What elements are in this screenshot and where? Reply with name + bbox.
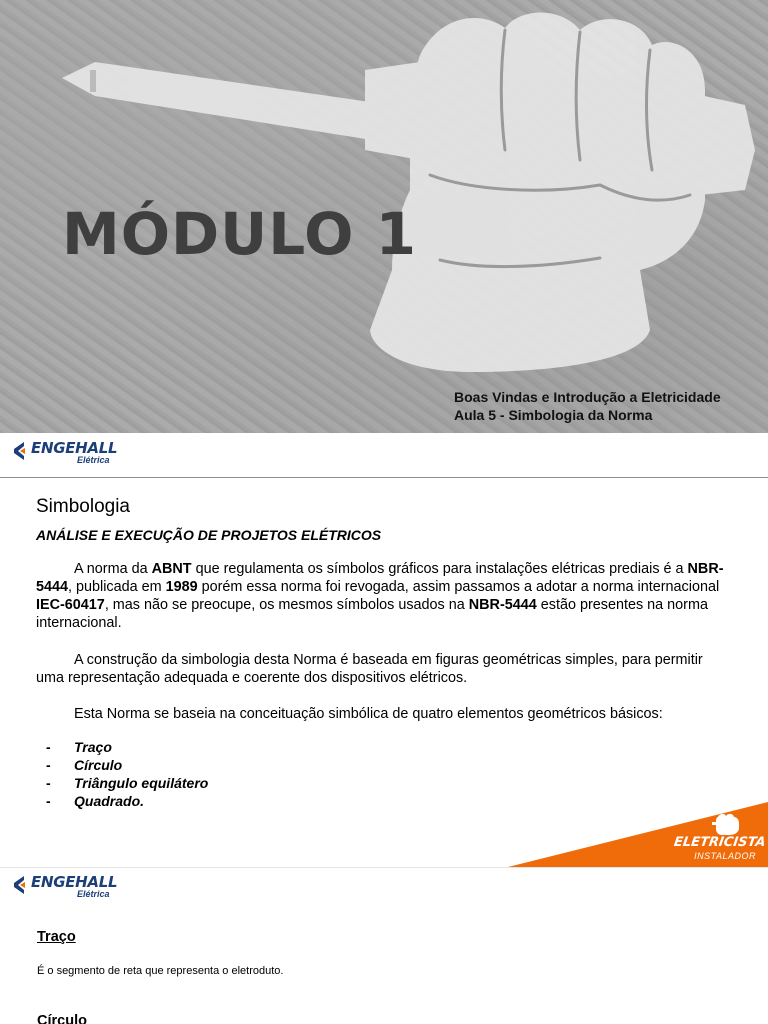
engehall-logo-icon (10, 440, 30, 462)
paragraph-construcao-simbologia: A construção da simbologia desta Norma é baseada em figuras geométricas simples, para permitir uma representação adequada e coerente dos dispositivos elétricos. (36, 652, 703, 686)
heading-traco: Traço (37, 929, 76, 945)
list-item: - Traço (46, 739, 112, 755)
traco-slide (0, 867, 768, 1024)
simbologia-slide (0, 433, 768, 867)
text-traco-definition: É o segmento de reta que representa o eletroduto. (37, 965, 284, 977)
engehall-logo-icon (10, 874, 30, 896)
badge-title: ELETRICISTA (672, 835, 767, 850)
cover-subtitle-line-1: Boas Vindas e Introdução a Eletricidade (454, 389, 721, 405)
eletricista-instalador-badge (508, 802, 768, 867)
header-divider (0, 477, 768, 478)
logo-tagline: Elétrica (77, 889, 110, 899)
slide-title: Simbologia (36, 496, 130, 517)
badge-subtitle: INSTALADOR (694, 851, 756, 861)
list-item: - Triângulo equilátero (46, 775, 209, 791)
slide-separator (0, 867, 768, 868)
list-item: - Quadrado. (46, 793, 145, 809)
cover-subtitle-line-2: Aula 5 - Simbologia da Norma (454, 407, 653, 423)
paragraph-abnt-norma: A norma da ABNT que regulamenta os símbolos gráficos para instalações elétricas prediais é a NBR-5444, publicada em 1989 porém essa norma foi revogada, assim passamos a adotar a norma internacional IEC-60417, mas não se preocupe, os mesmos símbolos usados na NBR-5444 estão presentes na norma internacional. (36, 561, 724, 631)
list-item: - Círculo (46, 757, 123, 773)
logo-name: ENGEHALL (31, 439, 118, 457)
badge-fist-icon (712, 813, 740, 837)
cover-title: MÓDULO 1 (62, 200, 418, 268)
geometric-elements-list (46, 738, 208, 810)
logo-tagline: Elétrica (77, 455, 110, 465)
cover-slide (0, 0, 768, 433)
logo-name: ENGEHALL (31, 873, 118, 891)
slide-subtitle: ANÁLISE E EXECUÇÃO DE PROJETOS ELÉTRICOS (36, 527, 382, 543)
cover-subtitle (454, 388, 721, 424)
engehall-logo (10, 874, 117, 899)
engehall-logo (10, 440, 117, 465)
heading-circulo: Círculo (37, 1013, 87, 1024)
paragraph-elementos-geometricos: Esta Norma se baseia na conceituação simbólica de quatro elementos geométricos básicos: (74, 706, 663, 722)
